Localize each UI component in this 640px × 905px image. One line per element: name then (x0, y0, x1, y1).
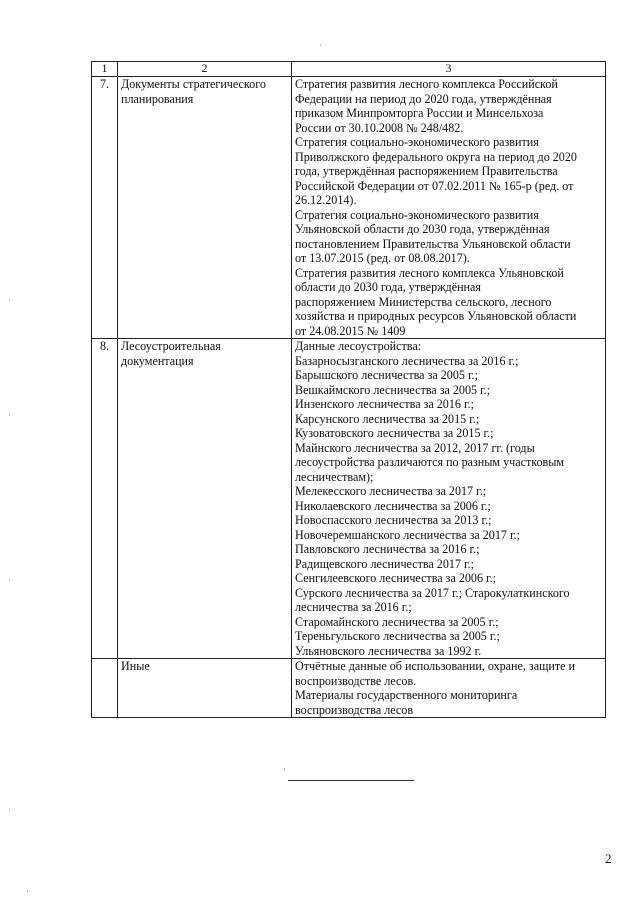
column-header-2: 2 (118, 62, 292, 77)
row-number (92, 659, 118, 718)
content-line: Вешкаймского лесничества за 2005 г.; (295, 382, 491, 397)
content-line: Старомайнского лесничества за 2005 г.; (295, 614, 499, 629)
content-line: России от 30.10.2008 № 248/482. (295, 120, 464, 135)
content-line: воспроизводстве лесов. (295, 673, 417, 688)
content-line: постановлением Правительства Ульяновской области (295, 236, 571, 251)
scan-speck: · (8, 805, 11, 815)
table-row (92, 77, 606, 339)
content-line: Данные лесоустройства: (295, 339, 422, 353)
content-line: Стратегия социально-экономического развития (295, 135, 539, 149)
content-line: Карсунского лесничества за 2015 г.; (295, 411, 480, 426)
content-line: лесничества за 2016 г.; (295, 600, 412, 614)
content-line: Павловского лесничества за 2016 г.; (295, 542, 480, 556)
content-line: Ульяновского лесничества за 1992 г. (295, 643, 482, 658)
scan-speck: · (8, 575, 11, 585)
content-line: Сенгилеевского лесничества за 2006 г.; (295, 571, 497, 585)
scan-speck: · (26, 886, 29, 896)
page-number: 2 (605, 851, 612, 866)
content-line: Отчётные данные об использовании, охране, защите и (295, 659, 576, 673)
content-line: года, утверждённая распоряжением Правительства (295, 164, 558, 178)
content-line: Материалы государственного мониторинга (295, 688, 518, 702)
row-content-cell (292, 339, 606, 659)
row-content-cell (292, 659, 606, 718)
scan-speck: · (8, 410, 11, 420)
row-name-cell (118, 339, 292, 659)
content-line: распоряжением Министерства сельского, лесного (295, 294, 552, 309)
row-name-line: планирования (121, 91, 194, 106)
content-line: Федерации на период до 2020 года, утверждённая (295, 91, 552, 106)
content-line: Кузоватовского лесничества за 2015 г.; (295, 426, 494, 440)
content-line: Тереньгульского лесничества за 2005 г.; (295, 629, 500, 643)
content-line: Мелекесского лесничества за 2017 г.; (295, 484, 487, 498)
content-line: от 13.07.2015 (ред. от 08.08.2017). (295, 251, 470, 265)
content-line: Новоспасского лесничества за 2013 г.; (295, 513, 492, 527)
content-line: Стратегия развития лесного комплекса Российской (295, 77, 558, 91)
row-number: 7. (92, 77, 118, 339)
content-line: от 24.08.2015 № 1409 (295, 323, 406, 338)
content-line: Барышского лесничества за 2005 г.; (295, 368, 478, 382)
content-line: хозяйства и природных ресурсов Ульяновской области (295, 309, 577, 323)
closing-rule (288, 780, 414, 781)
content-line: области до 2030 года, утверждённая (295, 280, 481, 294)
content-line: приказом Минпромторга России и Минсельхоза (295, 106, 544, 120)
row-content-cell (292, 77, 606, 339)
sources-table (91, 61, 606, 718)
scan-speck: · (8, 295, 11, 305)
row-name-line: Иные (121, 659, 150, 673)
content-line: Инзенского лесничества за 2016 г.; (295, 397, 474, 411)
row-name-line: Документы стратегического (121, 77, 266, 91)
content-line: воспроизводства лесов (295, 702, 414, 717)
content-line: Российской Федерации от 07.02.2011 № 165-р (ред. от (295, 178, 574, 193)
content-line: лесничествам); (295, 469, 374, 484)
content-line: Новочеремшанского лесничества за 2017 г.; (295, 527, 520, 542)
row-name-cell (118, 77, 292, 339)
column-header-3: 3 (292, 62, 606, 77)
content-line: Майнского лесничества за 2012, 2017 гг. (годы (295, 440, 535, 455)
content-line: 26.12.2014). (295, 193, 357, 207)
content-line: Стратегия социально-экономического развития (295, 207, 539, 222)
row-name-cell (118, 659, 292, 718)
row-number: 8. (92, 339, 118, 659)
content-line: Ульяновской области до 2030 года, утверждённая (295, 222, 550, 236)
scan-speck: · (319, 40, 322, 50)
scan-speck: · (283, 764, 286, 774)
content-line: Приволжского федерального округа на период до 2020 (295, 149, 577, 164)
table-header-row (92, 62, 606, 77)
content-line: лесоустройства различаются по разным участковым (295, 455, 565, 469)
content-line: Радищевского лесничества 2017 г.; (295, 556, 474, 571)
content-line: Базарносызганского лесничества за 2016 г.; (295, 353, 519, 368)
content-line: Сурского лесничества за 2017 г.; Старокулаткинского (295, 585, 570, 600)
table-row (92, 659, 606, 718)
row-name-line: документация (121, 353, 194, 368)
content-line: Стратегия развития лесного комплекса Ульяновской (295, 265, 564, 280)
column-header-1: 1 (92, 62, 118, 77)
row-name-line: Лесоустроительная (121, 339, 221, 353)
table-row (92, 339, 606, 659)
content-line: Николаевского лесничества за 2006 г.; (295, 498, 491, 513)
